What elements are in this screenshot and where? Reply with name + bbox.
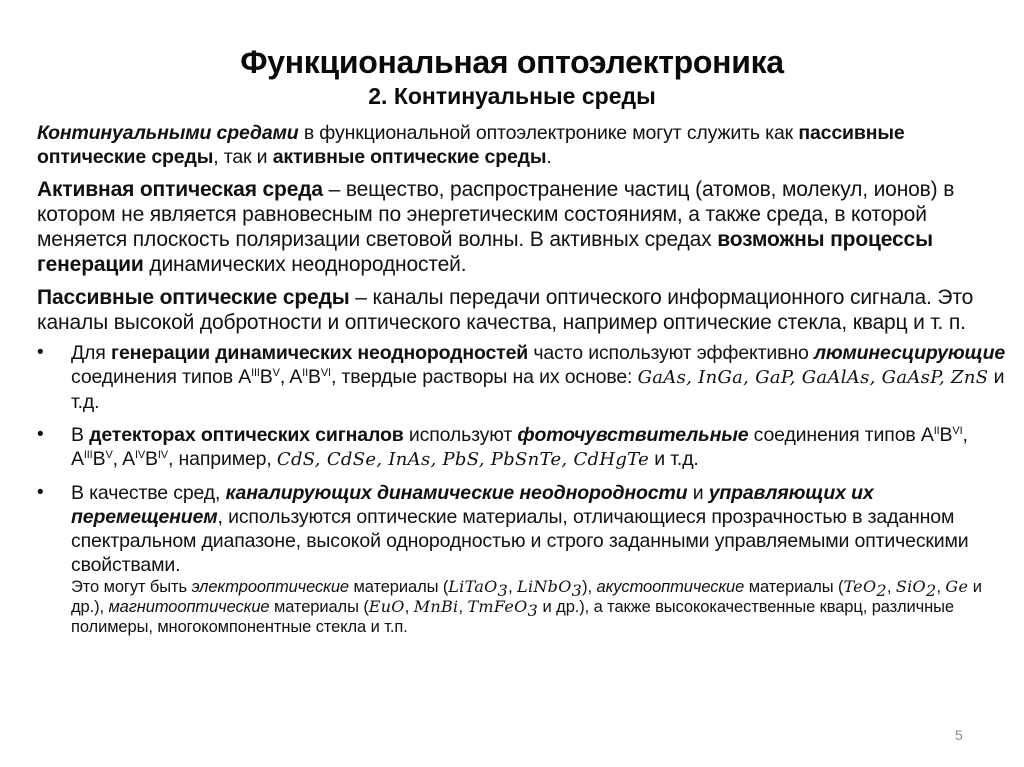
bullet-text: Для [71,342,111,364]
bullet-text: , A [71,424,968,470]
bullet-text: B [92,448,106,470]
passive-media-emphasis: пассивные оптические среды [37,122,905,168]
passive-media-term: Пассивные оптические среды [37,286,350,309]
bullet-emphasis: фоточувствительные [517,424,749,446]
chemical-formula: MnBi [413,597,459,616]
intro-term: Континуальными средами [37,122,299,144]
examples-text: материалы ( [269,598,369,616]
bullet-text: В качестве сред, [71,482,226,504]
bullet-text: используют [403,424,518,446]
bullet-list [37,341,1012,637]
examples-text: Это могут быть [71,578,192,596]
bullet-text: В [71,424,90,446]
active-medium-definition [37,177,1012,277]
examples-text: и др.), [71,578,982,616]
bullet-emphasis: управляющих их перемещением [71,482,874,528]
page-number: 5 [955,727,963,743]
bullet-text: , например, [168,448,277,470]
chemical-formula: TeO [843,577,877,596]
bullet-text: B [145,448,158,470]
superscript: IV [157,449,168,461]
superscript: IV [134,449,146,461]
slide-title: Функциональная оптоэлектроника [240,44,784,80]
examples-text: , [936,578,946,596]
examples-text: , [508,578,518,596]
superscript: II [933,425,940,437]
bullet-text: и т.д. [71,366,1005,413]
examples-text: , [458,598,468,616]
intro-text: в функциональной оптоэлектронике могут служить как [298,122,799,144]
bullet-text: , используются оптические материалы, отличающиеся прозрачностью в заданном спектральном диапазоне, высокой однородностью и строго заданными управляемыми оптическими свойствами. [71,506,969,576]
chemical-formulas: CdS, CdSe, InAs, PbS, PbSnTe, CdHgTe [276,449,650,470]
subscript: 3 [527,601,539,620]
intro-text: , так и [213,146,273,168]
material-class: электрооптические [191,578,350,596]
examples-text: и др.), а также высококачественные кварц, различные полимеры, многокомпонентные стекла и т.п. [71,598,954,636]
bullet-emphasis: детекторах оптических сигналов [89,424,404,446]
superscript: VI [952,425,963,437]
intro-paragraph [37,121,1012,169]
superscript: V [272,367,280,379]
examples-text: , [404,598,414,616]
material-class: акустооптические [596,578,745,596]
bullet-item-channeling-media [37,481,1012,637]
bullet-text: соединения типов A [71,366,252,388]
bullet-emphasis: каналирующих динамические неоднородности [225,482,688,504]
bullet-marker-icon: • [37,482,44,503]
bullet-emphasis: генерации динамических неоднородностей [110,342,529,364]
bullet-item-generation [37,341,1012,414]
examples-text: ), [582,578,597,596]
bullet-text: B [259,366,273,388]
chemical-formula: Ge [945,577,969,596]
examples-text: материалы ( [349,578,449,596]
chemical-formulas: GaAs, InGa, GaP, GaAlAs, GaAsP, ZnS [637,367,989,388]
bullet-item-detectors [37,423,1012,472]
slide-subtitle: 2. Континуальные среды [368,83,656,109]
bullet-text: , A [279,366,303,388]
superscript: III [83,449,93,461]
bullet-text: и т.д. [649,448,699,470]
examples-text: материалы ( [744,578,844,596]
chemical-formula: SiO [895,577,926,596]
generation-emphasis: возможны процессы генерации [37,228,933,276]
subscript: 2 [876,581,887,600]
bullet-emphasis: люминесцирующие [813,342,1006,364]
chemical-formula: LiNbO [517,577,572,596]
passive-media-definition [37,285,1012,335]
intro-text: . [546,146,552,168]
bullet-text: соединения типов A [748,424,934,446]
superscript: VI [320,367,331,379]
bullet-text: и [687,482,709,504]
examples-text: , [886,578,896,596]
bullet-marker-icon: • [37,342,44,363]
active-medium-term: Активная оптическая среда [37,178,323,201]
superscript: V [105,449,113,461]
subscript: 3 [571,581,583,600]
subscript: 3 [497,581,509,600]
bullet-marker-icon: • [37,424,44,445]
superscript: III [251,367,260,379]
definition-text: – вещество, распространение частиц (атомов, молекул, ионов) в котором не является равновесным по энергетическим состояниям, а также среда, в которой меняется плоскость поляризации световой волны. В активных средах [37,178,955,251]
material-class: магнитооптические [108,598,270,616]
bullet-text: , твердые растворы на их основе: [330,366,638,388]
bullet-text: , A [112,448,135,470]
definition-text: динамических неоднородностей. [143,253,467,276]
active-media-emphasis: активные оптические среды [272,146,547,168]
bullet-text: B [939,424,953,446]
materials-examples [71,577,1012,637]
chemical-formula: EuO [368,597,405,616]
definition-text: – каналы передачи оптического информационного сигнала. Это каналы высокой добротности и оптического качества, например оптические стекла, кварц и т. п. [37,286,974,334]
chemical-formula: TmFeO [467,597,528,616]
subscript: 2 [925,581,937,600]
bullet-text: часто используют эффективно [528,342,814,364]
superscript: II [302,367,308,379]
chemical-formula: LiTaO [448,577,498,596]
slide-body [37,121,1012,646]
bullet-text: B [307,366,321,388]
